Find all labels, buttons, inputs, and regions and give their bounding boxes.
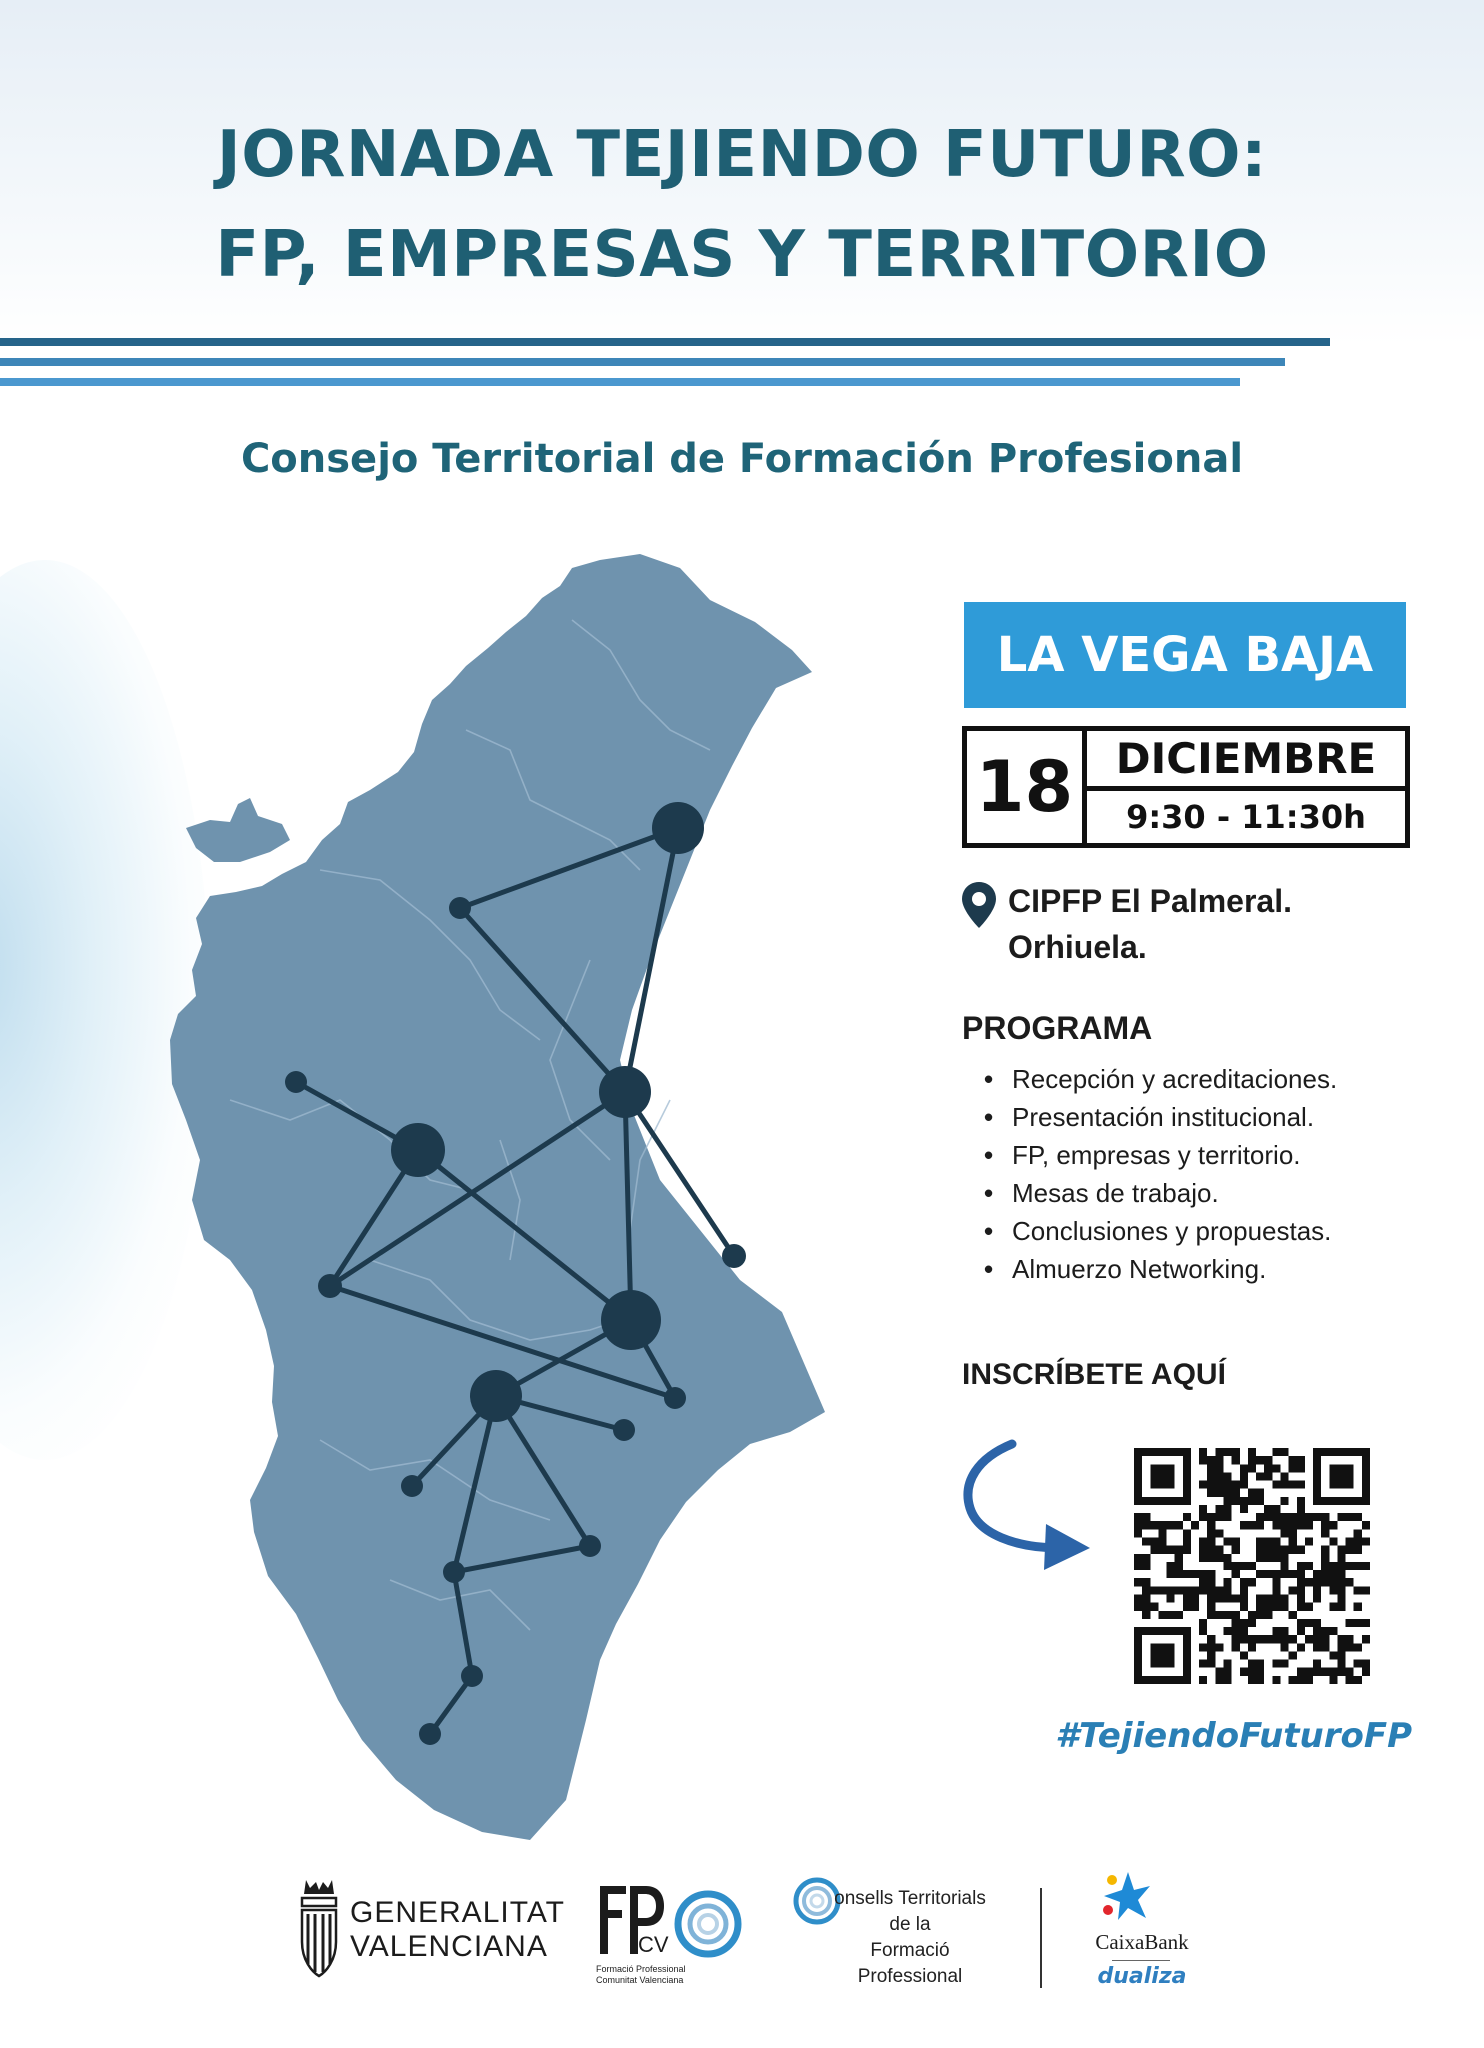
consells-logo-text <box>800 1886 1020 1990</box>
list-item: • FP, empresas y territorio. <box>984 1136 1337 1174</box>
network-node <box>470 1370 522 1422</box>
caixabank-star-icon <box>1100 1870 1152 1922</box>
consells-line-1: onsells Territorials <box>834 1888 986 1909</box>
consells-line-2: de la <box>889 1914 931 1935</box>
network-node <box>318 1274 342 1298</box>
region-banner: LA VEGA BAJA <box>964 602 1406 708</box>
fp-caption-line-1: Formació Professional <box>596 1964 686 1974</box>
date-day: 18 <box>967 731 1087 843</box>
network-node <box>449 897 471 919</box>
network-node <box>391 1123 445 1177</box>
list-item: • Conclusiones y propuestas. <box>984 1212 1337 1250</box>
map-island <box>186 798 290 862</box>
list-item: • Mesas de trabajo. <box>984 1174 1337 1212</box>
date-details <box>1087 731 1405 843</box>
generalitat-logo-text <box>350 1896 565 1964</box>
list-item: • Almuerzo Networking. <box>984 1250 1337 1288</box>
network-node <box>285 1071 307 1093</box>
header-rule-3 <box>0 378 1240 386</box>
consells-line-4: Professional <box>857 1966 963 1987</box>
generalitat-line-2: VALENCIANA <box>350 1930 548 1963</box>
network-node <box>722 1244 746 1268</box>
qr-modules <box>1134 1448 1370 1684</box>
generalitat-crest-icon <box>296 1876 342 1980</box>
venue-line-2: Orhiuela. <box>1008 929 1147 965</box>
header-rule-2 <box>0 358 1285 366</box>
programa-title: PROGRAMA <box>962 1010 1153 1046</box>
network-node <box>613 1419 635 1441</box>
header-rule-1 <box>0 338 1330 346</box>
date-month: DICIEMBRE <box>1087 731 1405 791</box>
fp-caption <box>596 1964 686 1986</box>
date-time: 9:30 - 11:30h <box>1126 798 1366 836</box>
caixabank-name: CaixaBank <box>1095 1930 1189 1954</box>
region-map <box>170 540 890 1860</box>
network-node <box>401 1475 423 1497</box>
title-line-2: FP, EMPRESAS Y TERRITORIO <box>215 218 1269 292</box>
caixabank-separator <box>1112 1960 1170 1961</box>
curved-arrow-icon <box>960 1436 1110 1576</box>
network-node <box>443 1561 465 1583</box>
subtitle: Consejo Territorial de Formación Profesional <box>240 436 1244 482</box>
location-pin-icon <box>960 880 998 930</box>
dualiza-logo: dualiza <box>1097 1964 1187 1989</box>
list-item: • Recepción y acreditaciones. <box>984 1060 1337 1098</box>
hashtag: #TejiendoFuturoFP <box>1055 1716 1412 1756</box>
venue <box>1008 878 1292 970</box>
date-box <box>962 726 1410 848</box>
programa-list <box>984 1060 1337 1288</box>
qr-code[interactable] <box>1134 1448 1370 1684</box>
network-node <box>579 1535 601 1557</box>
network-node <box>599 1066 651 1118</box>
consells-line-3: Formació <box>870 1940 950 1961</box>
svg-text:CV: CV <box>638 1932 669 1957</box>
network-node <box>601 1290 661 1350</box>
network-node <box>461 1665 483 1687</box>
registration-label: INSCRÍBETE AQUÍ <box>962 1358 1226 1391</box>
network-node <box>652 802 704 854</box>
list-item: • Presentación institucional. <box>984 1098 1337 1136</box>
venue-line-1: CIPFP El Palmeral. <box>1008 883 1292 919</box>
map-mainland <box>170 554 825 1840</box>
network-node <box>664 1387 686 1409</box>
generalitat-line-1: GENERALITAT <box>350 1896 565 1929</box>
title-line-1: JORNADA TEJIENDO FUTURO: <box>216 118 1268 192</box>
fp-caption-line-2: Comunitat Valenciana <box>596 1975 684 1985</box>
network-node <box>419 1723 441 1745</box>
logo-divider <box>1040 1888 1042 1988</box>
